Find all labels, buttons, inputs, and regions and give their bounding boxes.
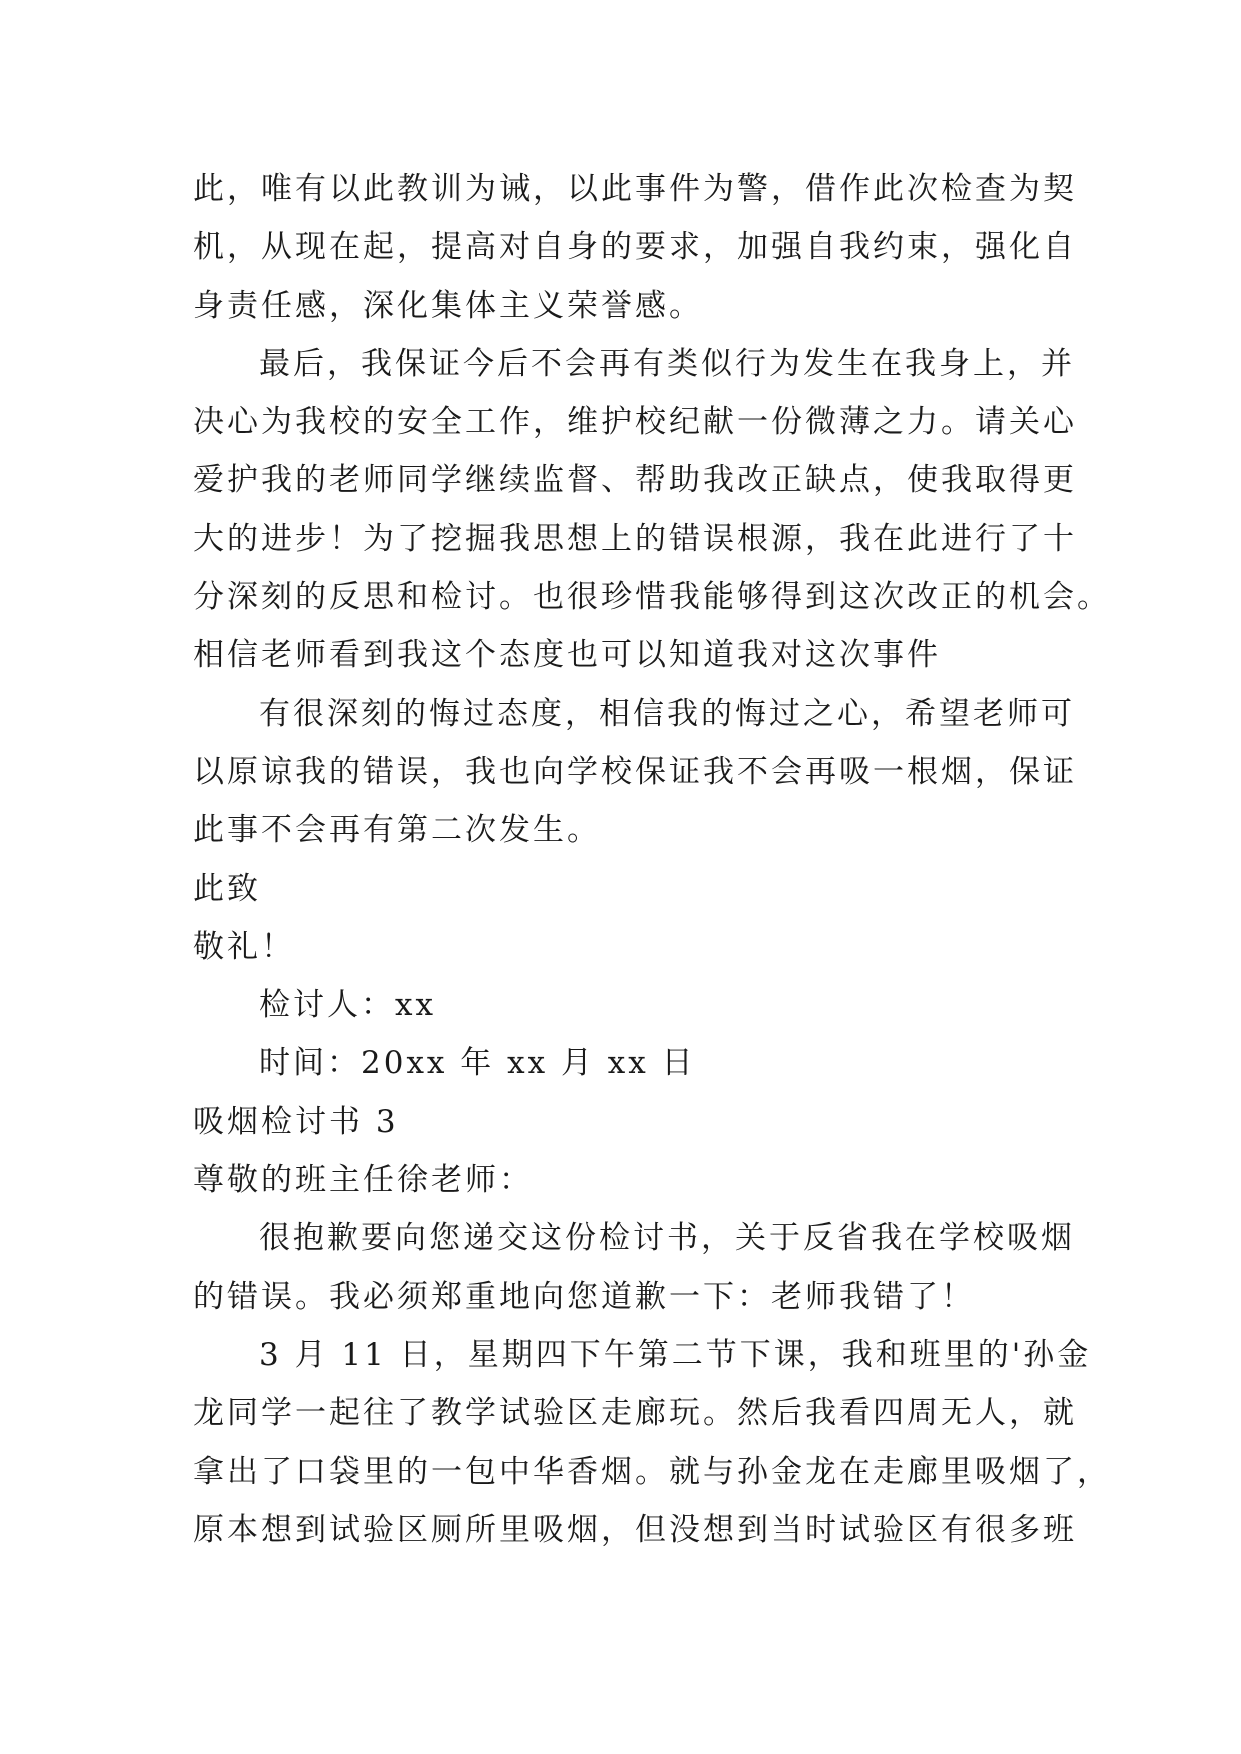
signer-line: 检讨人：xx bbox=[259, 987, 436, 1024]
text-line: 以原谅我的错误，我也向学校保证我不会再吸一根烟，保证 bbox=[193, 753, 1077, 790]
section-heading: 吸烟检讨书 3 bbox=[193, 1103, 399, 1140]
text-line: 拿出了口袋里的一包中华香烟。就与孙金龙在走廊里吸烟了， bbox=[193, 1453, 1111, 1490]
closing-salutation: 此致 bbox=[193, 870, 261, 907]
text-line: 很抱歉要向您递交这份检讨书，关于反省我在学校吸烟 bbox=[259, 1220, 1075, 1257]
text-line: 的错误。我必须郑重地向您道歉一下：老师我错了！ bbox=[193, 1278, 975, 1315]
text-line: 相信老师看到我这个态度也可以知道我对这次事件 bbox=[193, 637, 941, 674]
text-line: 有很深刻的悔过态度，相信我的悔过之心，希望老师可 bbox=[259, 695, 1075, 732]
text-line: 身责任感，深化集体主义荣誉感。 bbox=[193, 287, 703, 324]
closing-regards: 敬礼！ bbox=[193, 928, 295, 965]
text-line: 最后，我保证今后不会再有类似行为发生在我身上，并 bbox=[259, 345, 1075, 382]
document-body bbox=[193, 160, 1111, 1559]
text-line: 爱护我的老师同学继续监督、帮助我改正缺点，使我取得更 bbox=[193, 462, 1077, 499]
text-line: 此事不会再有第二次发生。 bbox=[193, 812, 601, 849]
greeting-line: 尊敬的班主任徐老师： bbox=[193, 1162, 533, 1199]
date-line: 时间：20xx 年 xx 月 xx 日 bbox=[259, 1045, 696, 1082]
text-line: 分深刻的反思和检讨。也很珍惜我能够得到这次改正的机会。 bbox=[193, 579, 1111, 616]
text-line: 此，唯有以此教训为诫，以此事件为警，借作此次检查为契 bbox=[193, 171, 1077, 207]
text-line: 决心为我校的安全工作，维护校纪献一份微薄之力。请关心 bbox=[193, 404, 1077, 441]
text-line: 3 月 11 日，星期四下午第二节下课，我和班里的'孙金 bbox=[259, 1336, 1092, 1373]
text-line: 龙同学一起往了教学试验区走廊玩。然后我看四周无人，就 bbox=[193, 1395, 1077, 1432]
text-line: 机，从现在起，提高对自身的要求，加强自我约束，强化自 bbox=[193, 229, 1077, 266]
text-line: 原本想到试验区厕所里吸烟，但没想到当时试验区有很多班 bbox=[193, 1511, 1077, 1548]
text-line: 大的进步！为了挖掘我思想上的错误根源，我在此进行了十 bbox=[193, 520, 1077, 557]
